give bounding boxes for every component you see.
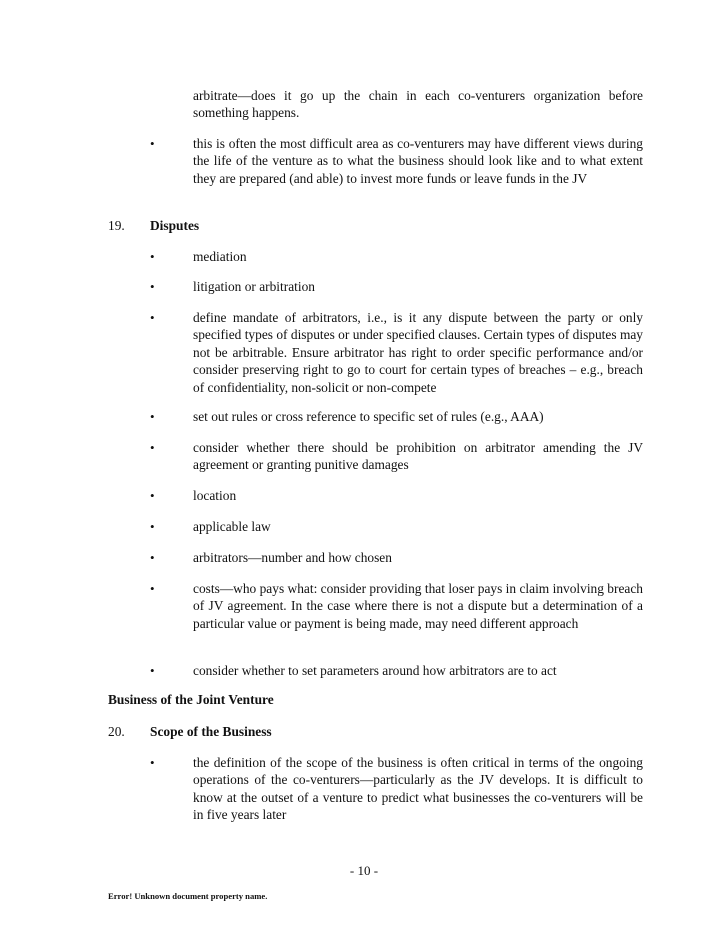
list-item [108,487,643,504]
list-item [108,309,643,396]
bullet-marker: • [150,409,155,424]
list-item-text: set out rules or cross reference to specific set of rules (e.g., AAA) [193,409,544,424]
list-item-text: litigation or arbitration [193,279,315,294]
footer-error-text: Error! Unknown document property name. [108,891,268,901]
bullet-marker: • [150,279,155,294]
page-number: - 10 - [349,863,379,878]
bullet-marker: • [150,440,155,455]
list-item [108,439,643,474]
part-heading: Business of the Joint Venture [108,692,274,707]
bullet-marker: • [150,581,155,596]
list-item-text: arbitrators—number and how chosen [193,550,392,565]
bullet-marker: • [150,663,155,678]
list-item-text: this is often the most difficult area as co-venturers may have different views during the life of the venture as to what the business should look like and to what extent they are prepared (and able) to invest more funds or leave funds in the JV [193,136,643,186]
list-item-text: applicable law [193,519,271,534]
bullet-marker: • [150,519,155,534]
continuation-text: arbitrate—does it go up the chain in each co-venturers organization before something happens. [193,88,643,121]
section-number: 20. [108,724,125,739]
list-item-text: the definition of the scope of the business is often critical in terms of the ongoing operations of the co-venturers—particularly as the JV develops. It is difficult to know at the outset of a venture to predict what businesses the co-venturers will be in five years later [193,755,643,823]
section-title: Disputes [150,218,200,233]
bullet-marker: • [150,310,155,325]
bullet-marker: • [150,488,155,503]
list-item-text: mediation [193,249,247,264]
list-item [108,135,643,187]
list-item [108,278,643,295]
list-item [108,248,643,265]
list-item [108,662,643,679]
list-item [108,580,643,632]
section-number: 19. [108,218,125,233]
bullet-marker: • [150,550,155,565]
bullet-marker: • [150,136,155,151]
list-item-text: location [193,488,237,503]
bullet-marker: • [150,249,155,264]
list-item-text: define mandate of arbitrators, i.e., is it any dispute between the party or only specified types of disputes or under specified clauses. Certain types of disputes may not be arbitrable. Ensure arbitrator has right to order specific performance and/or consider preserving right to go to court for certain types of breaches – e.g., breach of confidentiality, non-solicit or non-compete [193,310,643,395]
list-item [108,408,643,425]
section-title: Scope of the Business [150,724,272,739]
list-item [108,549,643,566]
bullet-marker: • [150,755,155,770]
list-item-text: consider whether there should be prohibition on arbitrator amending the JV agreement or granting punitive damages [193,440,643,473]
list-item-text: costs—who pays what: consider providing that loser pays in claim involving breach of JV agreement. In the case where there is not a dispute but a determination of a particular value or payment is being made, may need different approach [193,581,643,631]
list-item-text: consider whether to set parameters around how arbitrators are to act [193,663,557,678]
list-item [108,518,643,535]
list-item [108,754,643,824]
